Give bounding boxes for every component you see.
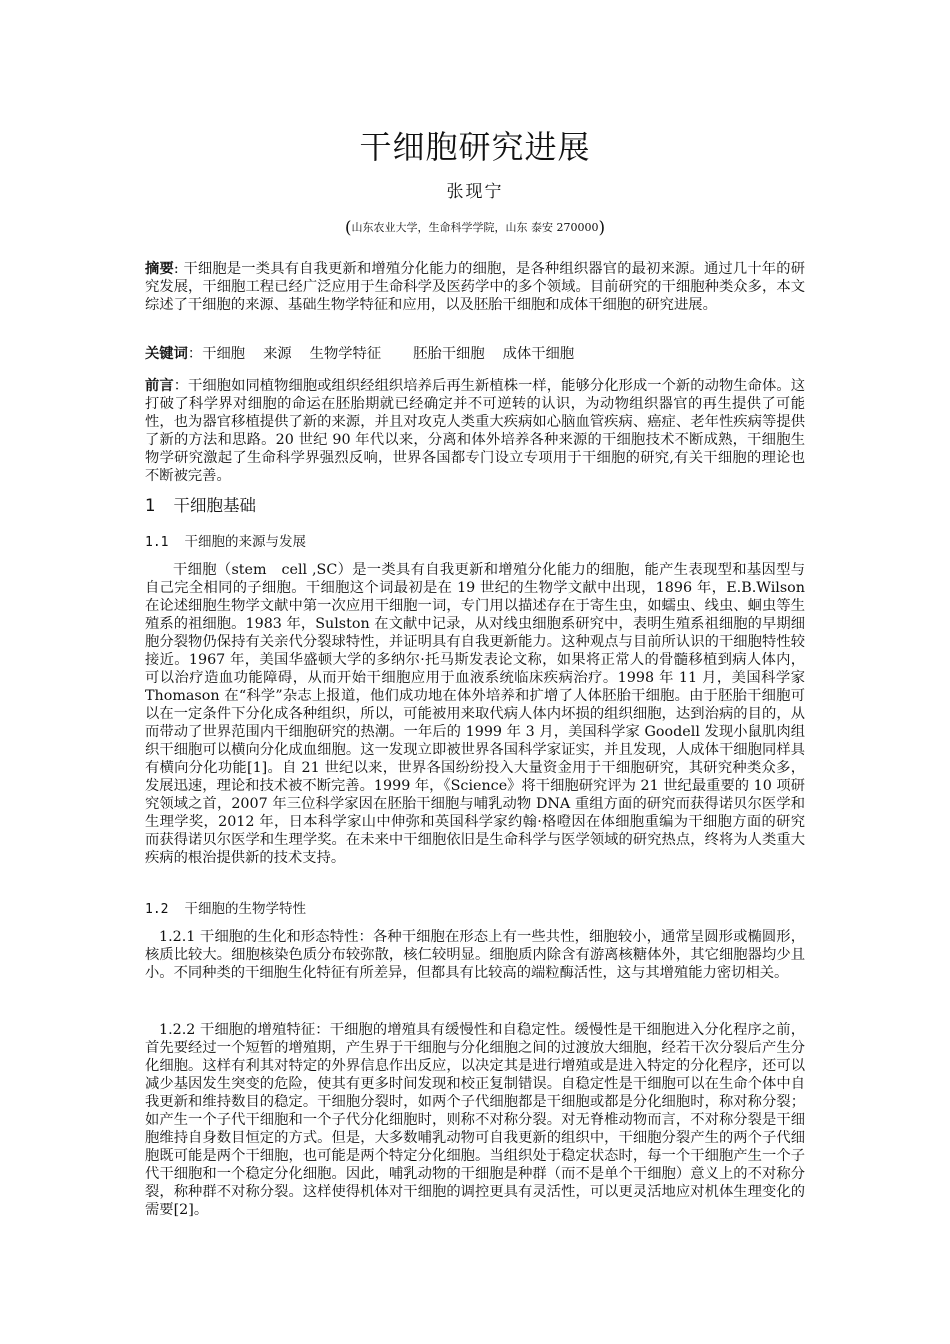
abstract-text: : 干细胞是一类具有自我更新和增殖分化能力的细胞，是各种组织器官的最初来源。通过几十年的研究发展，干细胞工程已经广泛应用于生命科学及医药学中的多个领域。目前研究的干细胞种类众多，本文综述了干细胞的来源、基础生物学特征和应用，以及胚胎干细胞和成体干细胞的研究进展。 <box>145 261 806 313</box>
affiliation-close-paren: ) <box>598 218 606 238</box>
abstract-label: 摘要 <box>145 261 174 277</box>
keyword-item: 来源 <box>263 346 292 362</box>
keywords-label: 关键词 <box>145 346 188 362</box>
subsection-number: 1.2 <box>145 902 169 917</box>
keyword-item: 成体干细胞 <box>502 346 575 362</box>
paper-title: 干细胞研究进展 <box>359 128 591 166</box>
keywords <box>145 345 805 363</box>
subsection-title: 干细胞的来源与发展 <box>184 534 306 550</box>
affiliation-open-paren: ( <box>344 218 352 238</box>
section-title: 干细胞基础 <box>173 496 256 515</box>
subsection-heading <box>145 530 306 550</box>
section-number: 1 <box>145 496 156 515</box>
keyword-item: 生物学特征 <box>309 346 382 362</box>
body-paragraph: 1.2.1 干细胞的生化和形态特性：各种干细胞在形态上有一些共性，细胞较小，通常呈圆形或椭圆形，核质比较大。细胞核染色质分布较弥散，核仁较明显。细胞质内除含有游离核糖体外，其它细胞器均少且小。不同种类的干细胞生化特征有所差异，但都具有比较高的端粒酶活性，这与其增殖能力密切相关。 <box>145 929 805 981</box>
section-heading <box>145 492 256 516</box>
preface-text: ：干细胞如同植物细胞或组织经组织培养后再生新植株一样，能够分化形成一个新的动物生命体。这打破了科学界对细胞的命运在胚胎期就已经确定并不可逆转的认识，为动物组织器官的再生提供了可能性，也为器官移植提供了新的来源，并且对攻克人类重大疾病如心脑血管疾病、癌症、老年性疾病等提供了新的方法和思路。20 世纪 90 年代以来，分离和体外培养各种来源的干细胞技术不断成熟，干细胞生物学研究激起了生命科学界强烈反响，世界各国都专门设立专项用于干细胞的研究,有关干细胞的理论也不断被完善。 <box>145 378 806 484</box>
affiliation <box>0 218 950 238</box>
keywords-colon: ： <box>187 346 203 362</box>
keyword-item: 干细胞 <box>202 346 246 362</box>
preface <box>145 377 805 485</box>
body-paragraph: 干细胞（stem cell ,SC）是一类具有自我更新和增殖分化能力的细胞，能产生表现型和基因型与自己完全相同的子细胞。干细胞这个词最初是在 19 世纪的生物学文献中出现，1896 年，E.B.Wilson 在论述细胞生物学文献中第一次应用干细胞一词，专门用以描述存在于寄生虫，如蠕虫、线虫、蛔虫等生殖系的祖细胞。1983 年，Sulston 在文献中记录，从对线虫细胞系研究中，表明生殖系祖细胞的早期细胞分裂物仍保持有关亲代分裂球特性，并证明具有自我更新能力。这种观点与目前所认识的干细胞特性较接近。1967 年，美国华盛顿大学的多纳尔·托马斯发表论文称，如果将正常人的骨髓移植到病人体内，可以治疗造血功能障碍，从而开始干细胞应用于血液系统临床疾病治疗。1998 年 11 月，美国科学家 Thomason 在“科学”杂志上报道，他们成功地在体外培养和扩增了人体胚胎干细胞。由于胚胎干细胞可以在一定条件下分化成各种组织，所以，可能被用来取代病人体内坏损的组织细胞，达到治病的目的，从而带动了世界范围内干细胞研究的热潮。一年后的 1999 年 3 月，美国科学家 Goodell 发现小鼠肌肉组织干细胞可以横向分化成血细胞。这一发现立即被世界各国科学家证实，并且发现，人成体干细胞同样具有横向分化功能[1]。自 21 世纪以来，世界各国纷纷投入大量资金用于干细胞研究，其研究种类众多，发展迅速，理论和技术被不断完善。1999 年，《Science》将干细胞研究评为 21 世纪最重要的 10 项研究领域之首，2007 年三位科学家因在胚胎干细胞与哺乳动物 DNA 重组方面的研究而获得诺贝尔医学和生理学奖，2012 年，日本科学家山中伸弥和英国科学家约翰·格噔因在体细胞重编为干细胞方面的研究而获得诺贝尔医学和生理学奖。在未来中干细胞依旧是生命科学与医学领域的研究热点，终将为人类重大疾病的根治提供新的技术支持。 <box>145 562 805 866</box>
subsection-title: 干细胞的生物学特性 <box>184 901 306 917</box>
author-name: 张现宁 <box>446 182 504 202</box>
subsection-number: 1.1 <box>145 535 169 550</box>
subsection-heading <box>145 897 306 917</box>
abstract <box>145 260 805 314</box>
keyword-item: 胚胎干细胞 <box>413 346 485 362</box>
affiliation-text: 山东农业大学，生命科学学院，山东 泰安 270000 <box>351 221 599 234</box>
body-paragraph: 1.2.2 干细胞的增殖特征：干细胞的增殖具有缓慢性和自稳定性。缓慢性是干细胞进入分化程序之前，首先要经过一个短暂的增殖期，产生界于干细胞与分化细胞之间的过渡放大细胞，经若干次分裂后产生分化细胞。这样有利其对特定的外界信息作出反应，以决定其是进行增殖或是进入特定的分化程序，还可以减少基因发生突变的危险，使其有更多时间发现和校正复制错误。自稳定性是干细胞可以在生命个体中自我更新和维持数目的稳定。干细胞分裂时，如两个子代细胞都是干细胞或都是分化细胞时，称对称分裂；如产生一个子代干细胞和一个子代分化细胞时，则称不对称分裂。对无脊椎动物而言，不对称分裂是干细胞维持自身数目恒定的方式。但是，大多数哺乳动物可自我更新的组织中，干细胞分裂产生的两个子代细胞既可能是两个干细胞，也可能是两个特定分化细胞。当组织处于稳定状态时，每一个干细胞产生一个子代干细胞和一个稳定分化细胞。因此，哺乳动物的干细胞是种群（而不是单个干细胞）意义上的不对称分裂，称种群不对称分裂。这样使得机体对干细胞的调控更具有灵活性，可以更灵活地应对机体生理变化的需要[2]。 <box>145 1022 805 1218</box>
preface-label: 前言 <box>145 378 174 394</box>
